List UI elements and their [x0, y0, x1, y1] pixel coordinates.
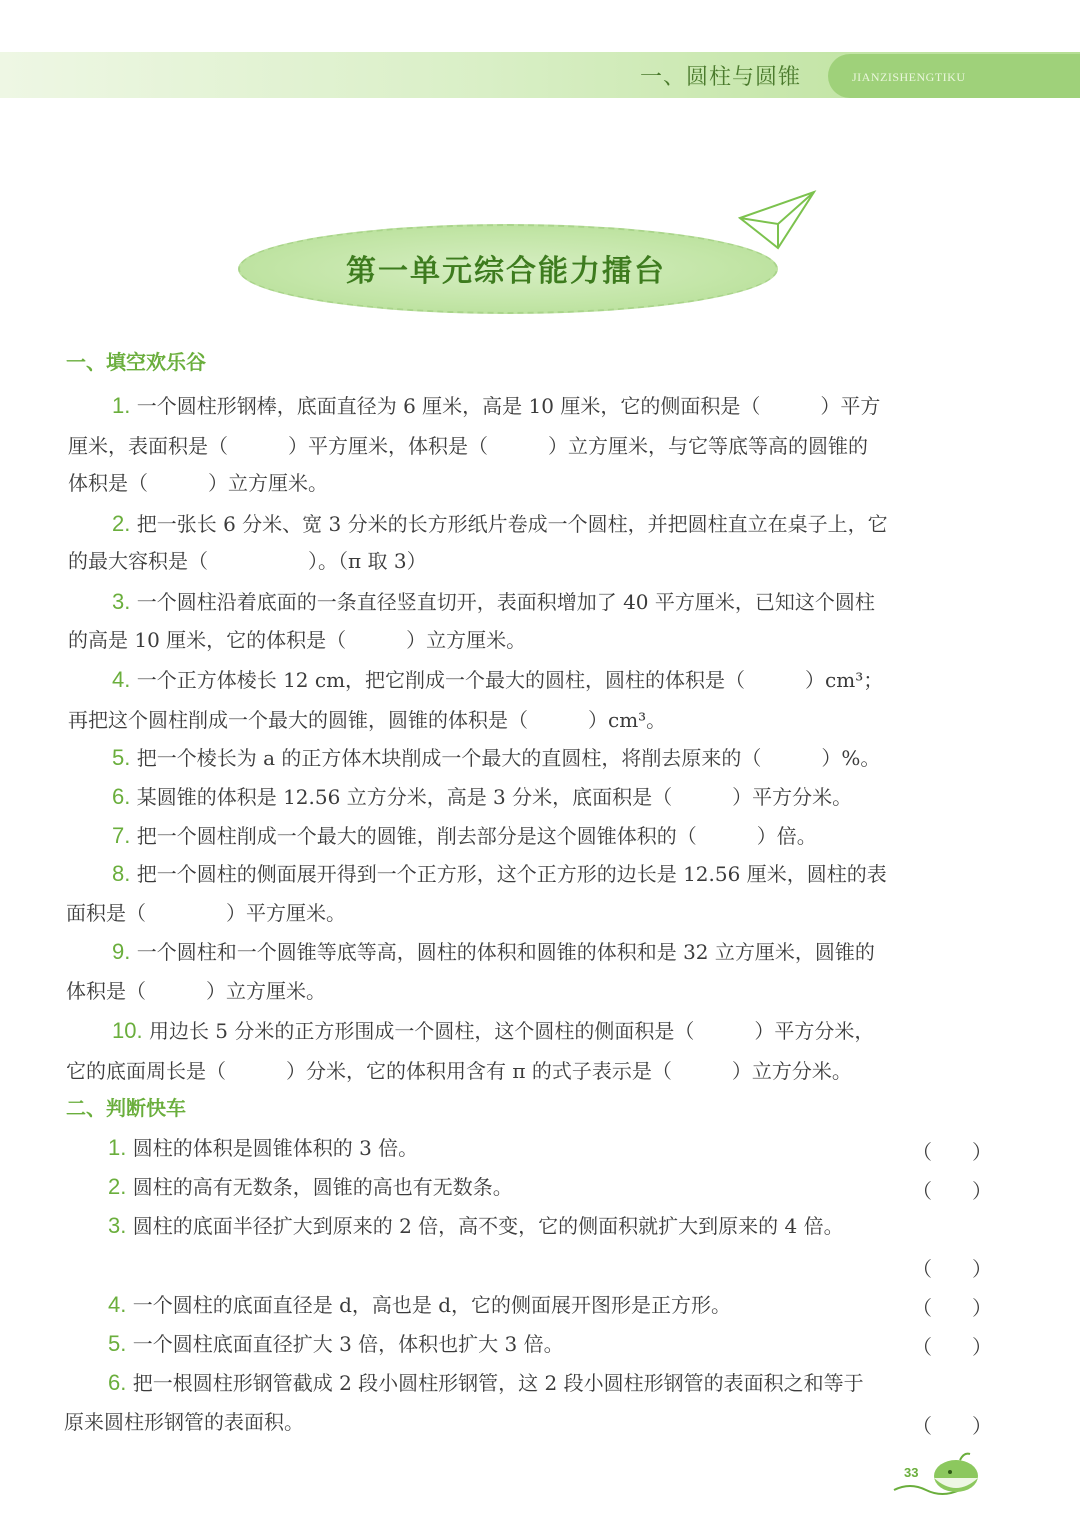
- section-heading-fill-in: 一、填空欢乐谷: [66, 350, 206, 374]
- q1-line2: 厘米，表面积是（ ）平方厘米，体积是（ ）立方厘米，与它等底等高的圆锥的: [68, 434, 868, 458]
- tf-q4: [108, 1289, 731, 1318]
- question-number: 1.: [108, 1135, 127, 1160]
- q3-line2: 的高是 10 厘米，它的体积是（ ）立方厘米。: [68, 628, 527, 652]
- question-number: 3.: [112, 589, 131, 614]
- q4-line2: 再把这个圆柱削成一个最大的圆锥，圆锥的体积是（ ）cm³。: [68, 708, 667, 732]
- tf-q2: [108, 1171, 513, 1200]
- q8-line2: 面积是（ ）平方厘米。: [66, 901, 346, 925]
- tf-q6-line2: 原来圆柱形钢管的表面积。: [64, 1410, 304, 1434]
- answer-paren[interactable]: （ ）: [912, 1179, 992, 1203]
- q10-line2: 它的底面周长是（ ）分米，它的体积用含有 π 的式子表示是（ ）立方分米。: [66, 1059, 852, 1083]
- question-number: 7.: [112, 823, 131, 848]
- question-text: 一个圆柱和一个圆锥等底等高，圆柱的体积和圆锥的体积和是 32 立方厘米，圆锥的: [136, 940, 875, 964]
- question-number: 5.: [112, 745, 131, 770]
- answer-paren[interactable]: （ ）: [912, 1296, 992, 1320]
- q6-line1: [112, 781, 852, 810]
- question-text: 把一个棱长为 a 的正方体木块削成一个最大的直圆柱，将削去原来的（ ）%。: [136, 746, 881, 770]
- q8-line1: [112, 858, 887, 887]
- answer-paren[interactable]: （ ）: [912, 1140, 992, 1164]
- question-number: 6.: [112, 784, 131, 809]
- question-text: 某圆锥的体积是 12.56 立方分米，高是 3 分米，底面积是（ ）平方分米。: [136, 785, 853, 809]
- banner-title: 第一单元综合能力擂台: [346, 254, 666, 289]
- question-number: 1.: [112, 393, 131, 418]
- chapter-title: 一、圆柱与圆锥: [640, 65, 802, 90]
- section-heading-true-false: 二、判断快车: [66, 1096, 186, 1120]
- question-text: 把一张长 6 分米、宽 3 分米的长方形纸片卷成一个圆柱，并把圆柱直立在桌子上，它: [136, 512, 888, 536]
- question-text: 把一根圆柱形钢管截成 2 段小圆柱形钢管，这 2 段小圆柱形钢管的表面积之和等于: [132, 1371, 864, 1395]
- q10-line1: [112, 1015, 874, 1044]
- question-text: 圆柱的底面半径扩大到原来的 2 倍，高不变，它的侧面积就扩大到原来的 4 倍。: [132, 1214, 844, 1238]
- tf-q3: [108, 1210, 844, 1239]
- question-number: 2.: [112, 511, 131, 536]
- question-text: 一个圆柱沿着底面的一条直径竖直切开，表面积增加了 40 平方厘米，已知这个圆柱: [136, 590, 875, 614]
- header-tab-text: JIANZISHENGTIKU: [852, 70, 966, 84]
- question-text: 把一个圆柱的侧面展开得到一个正方形，这个正方形的边长是 12.56 厘米，圆柱的表: [136, 862, 887, 886]
- question-text: 圆柱的高有无数条，圆锥的高也有无数条。: [132, 1175, 513, 1199]
- question-number: 8.: [112, 861, 131, 886]
- question-text: 用边长 5 分米的正方形围成一个圆柱，这个圆柱的侧面积是（ ）平方分米，: [148, 1019, 875, 1043]
- question-number: 10.: [112, 1018, 143, 1043]
- q7-line1: [112, 820, 817, 849]
- tf-q1: [108, 1132, 418, 1161]
- question-text: 一个圆柱的底面直径是 d，高也是 d，它的侧面展开图形是正方形。: [132, 1293, 732, 1317]
- tf-q6-line1: [108, 1367, 864, 1396]
- question-number: 4.: [112, 667, 131, 692]
- q4-line1: [112, 664, 883, 693]
- q9-line1: [112, 936, 875, 965]
- q1-line1: [112, 390, 880, 419]
- question-text: 一个正方体棱长 12 cm，把它削成一个最大的圆柱，圆柱的体积是（ ）cm³；: [136, 668, 884, 692]
- answer-paren[interactable]: （ ）: [912, 1257, 992, 1281]
- q5-line1: [112, 742, 880, 771]
- question-text: 圆柱的体积是圆锥体积的 3 倍。: [132, 1136, 419, 1160]
- q2-line2: 的最大容积是（ ）。（π 取 3）: [68, 549, 427, 573]
- answer-paren[interactable]: （ ）: [912, 1414, 992, 1438]
- tf-q5: [108, 1328, 564, 1357]
- question-number: 2.: [108, 1174, 127, 1199]
- q3-line1: [112, 586, 875, 615]
- question-number: 5.: [108, 1331, 127, 1356]
- question-text: 一个圆柱底面直径扩大 3 倍，体积也扩大 3 倍。: [132, 1332, 564, 1356]
- question-number: 9.: [112, 939, 131, 964]
- question-text: 一个圆柱形钢棒，底面直径为 6 厘米，高是 10 厘米，它的侧面积是（ ）平方: [136, 394, 881, 418]
- question-number: 3.: [108, 1213, 127, 1238]
- page-number: 33: [904, 1465, 919, 1480]
- question-number: 4.: [108, 1292, 127, 1317]
- q9-line2: 体积是（ ）立方厘米。: [66, 979, 326, 1003]
- q2-line1: [112, 508, 888, 537]
- question-number: 6.: [108, 1370, 127, 1395]
- q1-line3: 体积是（ ）立方厘米。: [68, 471, 328, 495]
- answer-paren[interactable]: （ ）: [912, 1335, 992, 1359]
- question-text: 把一个圆柱削成一个最大的圆锥，削去部分是这个圆锥体积的（ ）倍。: [136, 824, 817, 848]
